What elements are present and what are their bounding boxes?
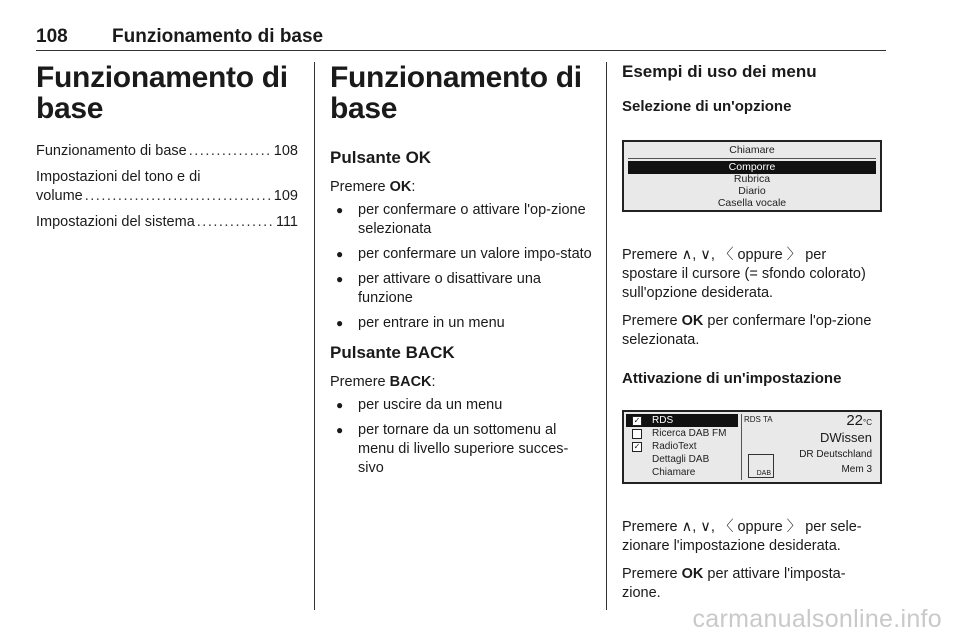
- toc-entry-page: 111: [275, 214, 298, 230]
- list-item: ● per entrare in un menu: [330, 314, 592, 333]
- back-button-heading: Pulsante BACK: [330, 343, 455, 362]
- toc-entry-page: 109: [273, 188, 298, 204]
- menu-examples-column: [622, 62, 884, 603]
- menu-item: Diario: [738, 185, 766, 197]
- checkbox-checked-icon: ✓: [633, 442, 641, 451]
- settings-item: Ricerca DAB FM: [626, 427, 738, 440]
- memory-slot: Mem 3: [841, 464, 872, 475]
- list-item: ● per tornare da un sottomenu al menu di livello superiore succes-sivo: [330, 421, 592, 478]
- checkbox-checked-icon: ✓: [633, 416, 641, 425]
- toc-leader: [197, 213, 274, 232]
- list-item: ● per attivare o disattivare una funzione: [330, 270, 592, 308]
- select-setting-instructions: Premere ∧, ∨, 〈 oppure 〉 per sele-zionare l'impostazione desiderata.: [622, 519, 862, 554]
- running-title: Funzionamento di base: [112, 26, 324, 47]
- menu-item: Rubrica: [733, 173, 771, 185]
- checkbox-empty-icon: [632, 429, 642, 439]
- activate-setting-heading: Attivazione di un'impostazione: [622, 370, 842, 387]
- settings-item: Chiamare: [652, 467, 696, 478]
- toc-entry-label: Funzionamento di base: [36, 143, 187, 159]
- select-instructions: Premere ∧, ∨, 〈 oppure 〉 per spostare il cursore (= sfondo colorato) sull'opzione desiderata.: [622, 247, 866, 301]
- column-divider: [606, 62, 607, 610]
- confirm-instructions: Premere OK per confermare l'op-zione selezionata.: [622, 313, 872, 348]
- list-item: ● per uscire da un menu: [330, 396, 592, 415]
- temperature: 22°C: [846, 412, 872, 429]
- settings-list: [626, 414, 738, 480]
- toc-leader: [85, 187, 272, 206]
- list-item: ● per confermare o attivare l'op-zione selezionata: [330, 201, 592, 239]
- list-item: ● per confermare un valore impo-stato: [330, 245, 592, 264]
- toc-entry-page: 108: [273, 143, 298, 159]
- ensemble-name: DR Deutschland: [799, 449, 872, 460]
- ok-button-heading: Pulsante OK: [330, 148, 432, 167]
- toc-entry[interactable]: [36, 142, 298, 161]
- dab-logo-icon: DAB: [748, 454, 774, 478]
- ok-function-list: [330, 201, 592, 333]
- page-header: [36, 26, 886, 51]
- toc-entry-label: Impostazioni del tono e di: [36, 169, 201, 185]
- toc-entry[interactable]: [36, 213, 298, 232]
- back-function-list: [330, 396, 592, 478]
- table-of-contents: [36, 142, 298, 232]
- select-option-heading: Selezione di un'opzione: [622, 98, 792, 115]
- toc-entry-label: volume: [36, 188, 83, 204]
- settings-item: ✓ RadioText: [633, 441, 697, 452]
- menu-separator: [628, 158, 876, 159]
- settings-item: Dettagli DAB: [652, 454, 710, 465]
- page-number: 108: [36, 26, 68, 47]
- status-flags: RDS TA: [744, 415, 773, 424]
- menu-screen-header: Chiamare: [729, 144, 775, 156]
- menu-item-selected: Comporre: [628, 161, 876, 174]
- section-title: Funzionamento di base: [330, 61, 582, 125]
- column-divider: [314, 62, 315, 610]
- chapter-title: Funzionamento di base: [36, 61, 288, 125]
- toc-entry-label: Impostazioni del sistema: [36, 214, 195, 230]
- chapter-intro-column: [36, 62, 298, 239]
- menu-screen-illustration: [622, 140, 882, 212]
- settings-item-selected: ✓ RDS: [626, 414, 738, 427]
- activate-instructions: Premere OK per attivare l'imposta-zione.: [622, 566, 846, 601]
- toc-entry[interactable]: [36, 168, 298, 206]
- back-intro: Premere BACK:: [330, 374, 436, 390]
- radio-info-panel: [744, 414, 878, 480]
- toc-leader: [189, 142, 272, 161]
- screen-divider: [741, 414, 742, 480]
- watermark: carmanualsonline.info: [692, 605, 942, 633]
- station-name: DWissen: [819, 430, 872, 445]
- examples-heading: Esempi di uso dei menu: [622, 62, 817, 81]
- ok-intro: Premere OK:: [330, 179, 416, 195]
- basic-operation-column: [330, 62, 592, 484]
- menu-item: Casella vocale: [717, 197, 787, 209]
- settings-screen-illustration: [622, 410, 882, 484]
